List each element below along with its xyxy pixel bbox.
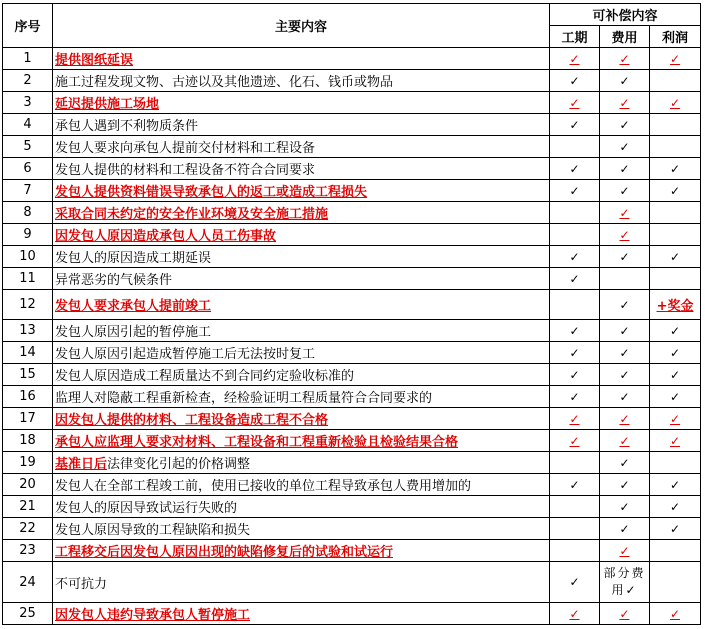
cell-profit <box>650 136 701 158</box>
row-content: 承包人应监理人要求对材料、工程设备和工程重新检验且检验结果合格 <box>53 430 550 452</box>
cell-profit: ✓ <box>650 386 701 408</box>
cell-cost: ✓ <box>600 136 650 158</box>
cell-profit: ✓ <box>650 92 701 114</box>
row-content: 发包人原因导致的工程缺陷和损失 <box>53 518 550 540</box>
cell-cost: ✓ <box>600 246 650 268</box>
row-content: 基准日后法律变化引起的价格调整 <box>53 452 550 474</box>
table-row <box>3 70 701 92</box>
table-row <box>3 603 701 625</box>
row-number: 7 <box>3 180 53 202</box>
cell-profit <box>650 268 701 290</box>
header-content: 主要内容 <box>53 4 550 48</box>
table-row <box>3 180 701 202</box>
header-num: 序号 <box>3 4 53 48</box>
row-number: 12 <box>3 290 53 320</box>
row-content: 发包人提供的材料和工程设备不符合合同要求 <box>53 158 550 180</box>
table-row <box>3 290 701 320</box>
table-row <box>3 562 701 603</box>
cell-profit <box>650 224 701 246</box>
cell-time: ✓ <box>550 246 600 268</box>
row-number: 14 <box>3 342 53 364</box>
table-row <box>3 496 701 518</box>
cell-time <box>550 496 600 518</box>
row-number: 16 <box>3 386 53 408</box>
row-number: 9 <box>3 224 53 246</box>
cell-cost: ✓ <box>600 180 650 202</box>
cell-time <box>550 452 600 474</box>
row-content: 因发包人提供的材料、工程设备造成工程不合格 <box>53 408 550 430</box>
row-number: 21 <box>3 496 53 518</box>
cell-cost: ✓ <box>600 430 650 452</box>
cell-cost <box>600 268 650 290</box>
cell-cost: ✓ <box>600 92 650 114</box>
row-content: 发包人要求承包人提前竣工 <box>53 290 550 320</box>
cell-time: ✓ <box>550 342 600 364</box>
cell-cost: ✓ <box>600 540 650 562</box>
cell-profit: ✓ <box>650 603 701 625</box>
table-row <box>3 246 701 268</box>
cell-time: ✓ <box>550 70 600 92</box>
row-number: 24 <box>3 562 53 603</box>
cell-time <box>550 202 600 224</box>
row-content: 发包人原因引起造成暂停施工后无法按时复工 <box>53 342 550 364</box>
row-content: 发包人要求向承包人提前交付材料和工程设备 <box>53 136 550 158</box>
cell-time: ✓ <box>550 474 600 496</box>
row-number: 22 <box>3 518 53 540</box>
header-compensable: 可补偿内容 <box>550 4 701 26</box>
cell-profit <box>650 540 701 562</box>
cell-time <box>550 518 600 540</box>
row-content: 发包人提供资料错误导致承包人的返工或造成工程损失 <box>53 180 550 202</box>
header-cost: 费用 <box>600 26 650 48</box>
cell-profit: ✓ <box>650 474 701 496</box>
cell-profit <box>650 202 701 224</box>
row-number: 3 <box>3 92 53 114</box>
cell-time: ✓ <box>550 114 600 136</box>
cell-time: ✓ <box>550 92 600 114</box>
cell-profit: ✓ <box>650 430 701 452</box>
table-row <box>3 408 701 430</box>
cell-cost: ✓ <box>600 320 650 342</box>
cell-profit: ✓ <box>650 496 701 518</box>
table-row <box>3 202 701 224</box>
cell-cost: ✓ <box>600 452 650 474</box>
cell-time <box>550 136 600 158</box>
row-number: 18 <box>3 430 53 452</box>
table-row <box>3 518 701 540</box>
cell-time <box>550 540 600 562</box>
cell-cost: ✓ <box>600 474 650 496</box>
cell-time: ✓ <box>550 364 600 386</box>
cell-cost: ✓ <box>600 158 650 180</box>
table-row <box>3 92 701 114</box>
cell-time: ✓ <box>550 386 600 408</box>
row-content: 工程移交后因发包人原因出现的缺陷修复后的试验和试运行 <box>53 540 550 562</box>
cell-cost: ✓ <box>600 48 650 70</box>
cell-time: ✓ <box>550 603 600 625</box>
table-row <box>3 364 701 386</box>
row-number: 19 <box>3 452 53 474</box>
row-content: 发包人原因造成工程质量达不到合同约定验收标准的 <box>53 364 550 386</box>
cell-profit: ✓ <box>650 342 701 364</box>
cell-profit: ✓ <box>650 364 701 386</box>
row-number: 2 <box>3 70 53 92</box>
cell-time: ✓ <box>550 430 600 452</box>
header-profit: 利润 <box>650 26 701 48</box>
cell-time: ✓ <box>550 268 600 290</box>
cell-profit: ✓ <box>650 158 701 180</box>
cell-time: ✓ <box>550 48 600 70</box>
row-number: 15 <box>3 364 53 386</box>
row-content: 发包人的原因造成工期延误 <box>53 246 550 268</box>
row-content: 发包人的原因导致试运行失败的 <box>53 496 550 518</box>
cell-profit: ✓ <box>650 320 701 342</box>
row-number: 8 <box>3 202 53 224</box>
row-content: 采取合同未约定的安全作业环境及安全施工措施 <box>53 202 550 224</box>
table-row <box>3 342 701 364</box>
compensation-table <box>2 3 701 625</box>
cell-cost: ✓ <box>600 603 650 625</box>
cell-cost: ✓ <box>600 364 650 386</box>
cell-profit: ✓ <box>650 408 701 430</box>
row-content: 监理人对隐蔽工程重新检查，经检验证明工程质量符合合同要求的 <box>53 386 550 408</box>
cell-cost: ✓ <box>600 290 650 320</box>
table-row <box>3 268 701 290</box>
header-time: 工期 <box>550 26 600 48</box>
cell-profit <box>650 114 701 136</box>
row-number: 13 <box>3 320 53 342</box>
table-row <box>3 158 701 180</box>
row-content: 承包人遇到不利物质条件 <box>53 114 550 136</box>
table-row <box>3 540 701 562</box>
cell-time: ✓ <box>550 158 600 180</box>
row-number: 10 <box>3 246 53 268</box>
cell-cost: ✓ <box>600 496 650 518</box>
row-content: 异常恶劣的气候条件 <box>53 268 550 290</box>
cell-cost: ✓ <box>600 224 650 246</box>
cell-cost: ✓ <box>600 518 650 540</box>
table-row <box>3 452 701 474</box>
cell-profit: ✓ <box>650 246 701 268</box>
cell-profit: +奖金 <box>650 290 701 320</box>
cell-profit: ✓ <box>650 48 701 70</box>
row-content: 因发包人违约导致承包人暂停施工 <box>53 603 550 625</box>
cell-time: ✓ <box>550 408 600 430</box>
table-row <box>3 474 701 496</box>
table-row <box>3 386 701 408</box>
cell-cost: ✓ <box>600 114 650 136</box>
row-number: 23 <box>3 540 53 562</box>
row-content: 延迟提供施工场地 <box>53 92 550 114</box>
cell-time <box>550 224 600 246</box>
row-number: 11 <box>3 268 53 290</box>
row-content: 提供图纸延误 <box>53 48 550 70</box>
row-content: 因发包人原因造成承包人人员工伤事故 <box>53 224 550 246</box>
cell-profit <box>650 562 701 603</box>
row-number: 17 <box>3 408 53 430</box>
cell-profit: ✓ <box>650 180 701 202</box>
table-row <box>3 114 701 136</box>
row-content: 发包人在全部工程竣工前，使用已接收的单位工程导致承包人费用增加的 <box>53 474 550 496</box>
table-body <box>3 48 701 625</box>
cell-profit <box>650 70 701 92</box>
row-number: 20 <box>3 474 53 496</box>
cell-time: ✓ <box>550 320 600 342</box>
table-row <box>3 224 701 246</box>
row-content: 不可抗力 <box>53 562 550 603</box>
cell-time: ✓ <box>550 562 600 603</box>
table-row <box>3 320 701 342</box>
row-number: 4 <box>3 114 53 136</box>
cell-cost: 部分费用✓ <box>600 562 650 603</box>
cell-profit: ✓ <box>650 518 701 540</box>
row-content: 发包人原因引起的暂停施工 <box>53 320 550 342</box>
row-number: 5 <box>3 136 53 158</box>
row-content: 施工过程发现文物、古迹以及其他遗迹、化石、钱币或物品 <box>53 70 550 92</box>
row-number: 6 <box>3 158 53 180</box>
cell-cost: ✓ <box>600 386 650 408</box>
table-row <box>3 430 701 452</box>
cell-cost: ✓ <box>600 408 650 430</box>
row-number: 1 <box>3 48 53 70</box>
cell-profit <box>650 452 701 474</box>
row-number: 25 <box>3 603 53 625</box>
cell-time <box>550 290 600 320</box>
table-row <box>3 48 701 70</box>
cell-cost: ✓ <box>600 342 650 364</box>
cell-cost: ✓ <box>600 70 650 92</box>
cell-cost: ✓ <box>600 202 650 224</box>
cell-time: ✓ <box>550 180 600 202</box>
table-row <box>3 136 701 158</box>
